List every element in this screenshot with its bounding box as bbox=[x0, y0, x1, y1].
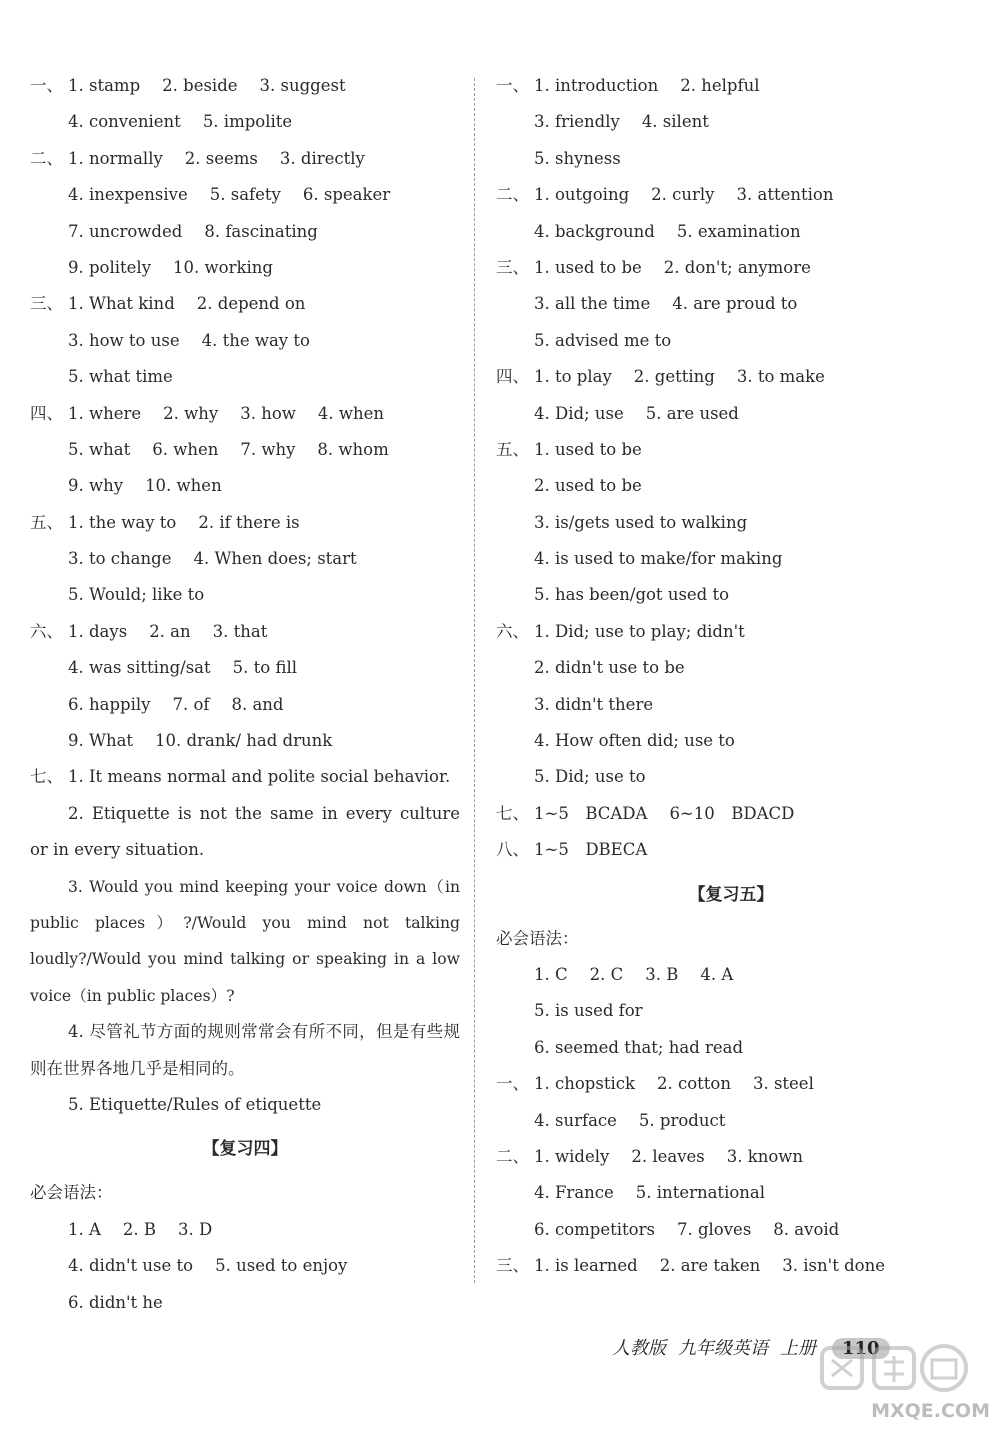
answer-item: 4. Did; use bbox=[534, 403, 624, 423]
answer-paragraph: 2. Etiquette is not the same in every culture or in every situation. bbox=[30, 803, 460, 860]
answer-item: 1. Did; use to play; didn't bbox=[534, 621, 745, 641]
answer-line bbox=[496, 141, 966, 177]
review-heading: 【复习四】 bbox=[202, 1139, 288, 1160]
answer-line bbox=[496, 723, 966, 759]
answer-item: 4. convenient bbox=[68, 112, 181, 132]
answer-item: 5. to fill bbox=[232, 658, 297, 678]
section-marker: 八、 bbox=[496, 840, 529, 860]
answer-line bbox=[496, 687, 966, 723]
column-divider bbox=[474, 78, 475, 1283]
answer-item: 6. seemed that; had read bbox=[534, 1037, 744, 1057]
answer-item: 10. drank/ had drunk bbox=[155, 731, 333, 751]
answer-line bbox=[30, 177, 460, 213]
answer-item: 3. didn't there bbox=[534, 694, 654, 714]
answer-line bbox=[496, 993, 966, 1029]
answer-paragraph: 3. Would you mind keeping your voice down（in public places）?/Would you mind not talking loudly?/Would you mind talking or speaking in a low voice（in public places）? bbox=[30, 877, 460, 1005]
answer-item: 2. don't; anymore bbox=[663, 257, 811, 277]
answer-line bbox=[30, 250, 460, 286]
answer-sentence: 1. It means normal and polite social behavior. bbox=[68, 767, 451, 787]
answer-item: 2. getting bbox=[633, 367, 715, 387]
answer-item: 2. seems bbox=[184, 148, 258, 168]
answer-item: 1. widely bbox=[534, 1146, 610, 1166]
answer-item: 1. used to be bbox=[534, 439, 642, 459]
answer-line bbox=[496, 1103, 966, 1139]
answer-item: 1. is learned bbox=[534, 1256, 638, 1276]
answer-item: 3. that bbox=[212, 621, 268, 641]
answer-item: 2. leaves bbox=[631, 1146, 705, 1166]
section-marker: 二、 bbox=[30, 148, 63, 168]
answer-item: 10. working bbox=[173, 257, 273, 277]
answer-line bbox=[496, 68, 966, 104]
answer-item: 5. has been/got used to bbox=[534, 585, 730, 605]
answer-item: 4. is used to make/for making bbox=[534, 549, 783, 569]
answer-item: 2. cotton bbox=[656, 1074, 731, 1094]
watermark-site-text: MXQE.COM bbox=[871, 1400, 990, 1422]
answer-item: 5. Would; like to bbox=[68, 585, 205, 605]
answer-item: 8. avoid bbox=[773, 1219, 840, 1239]
answer-item: 1. stamp bbox=[68, 76, 141, 95]
section-marker: 三、 bbox=[496, 257, 529, 277]
answer-line bbox=[30, 68, 460, 104]
answer-line bbox=[496, 1066, 966, 1102]
answer-line bbox=[30, 687, 460, 723]
grammar-subheading: 必会语法： bbox=[496, 928, 579, 948]
answer-line bbox=[30, 1285, 460, 1321]
grade-subject-label: 九年级英语 bbox=[678, 1338, 768, 1359]
answer-line bbox=[496, 177, 966, 213]
answer-line bbox=[30, 505, 460, 541]
answer-line bbox=[30, 759, 460, 795]
answer-item: 4. was sitting/sat bbox=[68, 658, 211, 678]
answer-line bbox=[496, 796, 966, 832]
answer-item: 2. didn't use to be bbox=[534, 658, 685, 678]
section-marker: 二、 bbox=[496, 185, 529, 205]
section-marker: 三、 bbox=[30, 294, 63, 314]
answer-sentence: 5. Etiquette/Rules of etiquette bbox=[68, 1095, 322, 1115]
answer-line bbox=[496, 541, 966, 577]
answer-item: 1. normally bbox=[68, 148, 163, 168]
answer-line bbox=[30, 723, 460, 759]
answer-item: 1. where bbox=[68, 403, 142, 423]
answer-item: 6. didn't he bbox=[68, 1292, 163, 1312]
answer-line bbox=[496, 650, 966, 686]
answer-line bbox=[496, 1139, 966, 1175]
answer-item: 5. advised me to bbox=[534, 330, 672, 350]
answer-line bbox=[496, 577, 966, 613]
answer-line bbox=[30, 650, 460, 686]
answer-item: 2. helpful bbox=[680, 76, 760, 95]
answer-item: 6. speaker bbox=[302, 185, 391, 205]
answer-item: 3. to change bbox=[68, 549, 172, 569]
section-marker: 一、 bbox=[30, 76, 63, 95]
answer-item: 5. is used for bbox=[534, 1001, 643, 1021]
section-marker: 七、 bbox=[496, 803, 529, 823]
answer-item: 3. friendly bbox=[534, 112, 620, 132]
section-marker: 三、 bbox=[496, 1256, 529, 1276]
answer-item: 2. C bbox=[589, 964, 624, 984]
watermark-logo-icon bbox=[820, 1340, 970, 1394]
right-column bbox=[496, 68, 966, 1285]
answer-line bbox=[30, 614, 460, 650]
answer-line bbox=[30, 104, 460, 140]
answer-item: 4. How often did; use to bbox=[534, 731, 735, 751]
answer-item: 3. D bbox=[178, 1219, 213, 1239]
answer-item: 9. What bbox=[68, 731, 134, 751]
answer-item: 3. B bbox=[645, 964, 679, 984]
answer-item: 4. background bbox=[534, 221, 655, 241]
answer-line bbox=[496, 468, 966, 504]
answer-item: 8. whom bbox=[317, 439, 389, 459]
answer-item: 3. known bbox=[726, 1146, 804, 1166]
answer-item: 4. when bbox=[317, 403, 385, 423]
volume-label: 上册 bbox=[780, 1338, 816, 1359]
review-heading: 【复习五】 bbox=[688, 884, 774, 905]
answer-item: 1. chopstick bbox=[534, 1074, 635, 1094]
answer-item: 2. depend on bbox=[196, 294, 306, 314]
answer-item: 3. to make bbox=[736, 367, 825, 387]
answer-item: 6~10 BDACD bbox=[669, 803, 795, 823]
answer-line bbox=[496, 832, 966, 868]
answer-item: 3. is/gets used to walking bbox=[534, 512, 748, 532]
answer-item: 3. suggest bbox=[259, 76, 346, 95]
answer-line bbox=[30, 432, 460, 468]
answer-item: 5. are used bbox=[645, 403, 739, 423]
answer-line bbox=[496, 286, 966, 322]
answer-item: 5. product bbox=[638, 1110, 726, 1130]
section-marker: 六、 bbox=[30, 621, 63, 641]
answer-item: 6. when bbox=[152, 439, 219, 459]
answer-item: 1. What kind bbox=[68, 294, 175, 314]
answer-item: 2. curly bbox=[651, 185, 715, 205]
answer-item: 6. happily bbox=[68, 694, 151, 714]
answer-line bbox=[496, 957, 966, 993]
answer-line bbox=[30, 1087, 460, 1123]
answer-line bbox=[496, 250, 966, 286]
answer-line bbox=[30, 286, 460, 322]
answer-item: 7. why bbox=[240, 439, 296, 459]
answer-item: 1. the way to bbox=[68, 512, 177, 532]
answer-item: 2. B bbox=[122, 1219, 157, 1239]
section-marker: 五、 bbox=[496, 439, 529, 459]
answer-line bbox=[496, 759, 966, 795]
answer-item: 5. used to enjoy bbox=[215, 1256, 348, 1276]
left-column bbox=[30, 68, 460, 1321]
answer-item: 2. if there is bbox=[198, 512, 300, 532]
answer-item: 1~5 DBECA bbox=[534, 840, 648, 860]
answer-line bbox=[30, 323, 460, 359]
answer-line bbox=[496, 359, 966, 395]
answer-item: 3. isn't done bbox=[782, 1256, 885, 1276]
answer-line bbox=[496, 214, 966, 250]
answer-item: 1. to play bbox=[534, 367, 612, 387]
answer-item: 4. surface bbox=[534, 1110, 617, 1130]
answer-item: 3. how bbox=[240, 403, 296, 423]
answer-item: 4. inexpensive bbox=[68, 185, 188, 205]
answer-item: 2. beside bbox=[162, 76, 238, 95]
answer-item: 5. what time bbox=[68, 367, 173, 387]
answer-item: 3. steel bbox=[752, 1074, 814, 1094]
answer-line bbox=[496, 104, 966, 140]
answer-item: 5. shyness bbox=[534, 148, 621, 168]
answer-item: 3. attention bbox=[736, 185, 834, 205]
answer-item: 5. Did; use to bbox=[534, 767, 646, 787]
answer-item: 7. gloves bbox=[676, 1219, 752, 1239]
answer-line bbox=[496, 432, 966, 468]
section-marker: 六、 bbox=[496, 621, 529, 641]
answer-item: 5. impolite bbox=[202, 112, 293, 132]
answer-line bbox=[30, 214, 460, 250]
page-number: 110 bbox=[832, 1338, 890, 1359]
answer-paragraph-chinese: 4. 尽管礼节方面的规则常常会有所不同，但是有些规则在世界各地几乎是相同的。 bbox=[30, 1022, 460, 1078]
answer-line bbox=[30, 1248, 460, 1284]
section-marker: 五、 bbox=[30, 512, 63, 532]
section-marker: 一、 bbox=[496, 1074, 529, 1094]
section-marker: 四、 bbox=[30, 403, 63, 423]
answer-item: 2. used to be bbox=[534, 476, 642, 496]
answer-item: 4. didn't use to bbox=[68, 1256, 194, 1276]
answer-item: 1~5 BCADA bbox=[534, 803, 648, 823]
answer-item: 10. when bbox=[145, 476, 222, 496]
answer-item: 5. what bbox=[68, 439, 131, 459]
answer-item: 7. of bbox=[172, 694, 210, 714]
answer-item: 2. an bbox=[149, 621, 191, 641]
answer-item: 8. and bbox=[231, 694, 284, 714]
answer-item: 3. all the time bbox=[534, 294, 651, 314]
answer-line bbox=[496, 614, 966, 650]
answer-line bbox=[30, 468, 460, 504]
grammar-subheading: 必会语法： bbox=[30, 1183, 113, 1203]
answer-line bbox=[30, 1212, 460, 1248]
answer-line bbox=[30, 396, 460, 432]
answer-item: 4. A bbox=[700, 964, 734, 984]
answer-line bbox=[496, 323, 966, 359]
publisher-label: 人教版 bbox=[612, 1338, 666, 1359]
section-marker: 七、 bbox=[30, 767, 63, 787]
answer-line bbox=[496, 1248, 966, 1284]
answer-item: 5. safety bbox=[209, 185, 281, 205]
answer-item: 3. how to use bbox=[68, 330, 180, 350]
answer-item: 7. uncrowded bbox=[68, 221, 183, 241]
answer-item: 1. introduction bbox=[534, 76, 659, 95]
answer-line bbox=[30, 141, 460, 177]
section-marker: 一、 bbox=[496, 76, 529, 95]
answer-item: 9. why bbox=[68, 476, 124, 496]
answer-line bbox=[496, 1212, 966, 1248]
answer-line bbox=[496, 1175, 966, 1211]
answer-item: 8. fascinating bbox=[204, 221, 318, 241]
answer-item: 1. A bbox=[68, 1219, 101, 1239]
answer-item: 1. used to be bbox=[534, 257, 642, 277]
answer-item: 9. politely bbox=[68, 257, 152, 277]
answer-line bbox=[30, 541, 460, 577]
answer-item: 2. why bbox=[163, 403, 219, 423]
answer-item: 4. are proud to bbox=[672, 294, 798, 314]
section-marker: 二、 bbox=[496, 1146, 529, 1166]
answer-line bbox=[30, 577, 460, 613]
answer-item: 1. days bbox=[68, 621, 128, 641]
answer-line bbox=[496, 505, 966, 541]
answer-item: 1. outgoing bbox=[534, 185, 630, 205]
answer-item: 3. directly bbox=[279, 148, 365, 168]
answer-item: 2. are taken bbox=[659, 1256, 761, 1276]
answer-item: 5. examination bbox=[676, 221, 801, 241]
answer-line bbox=[30, 359, 460, 395]
answer-line bbox=[496, 396, 966, 432]
answer-item: 1. C bbox=[534, 964, 568, 984]
answer-item: 6. competitors bbox=[534, 1219, 655, 1239]
answer-item: 5. international bbox=[635, 1183, 766, 1203]
answer-item: 4. France bbox=[534, 1183, 614, 1203]
answer-line bbox=[496, 1030, 966, 1066]
answer-item: 4. the way to bbox=[201, 330, 310, 350]
answer-item: 4. When does; start bbox=[193, 549, 357, 569]
section-marker: 四、 bbox=[496, 367, 529, 387]
answer-item: 4. silent bbox=[641, 112, 709, 132]
